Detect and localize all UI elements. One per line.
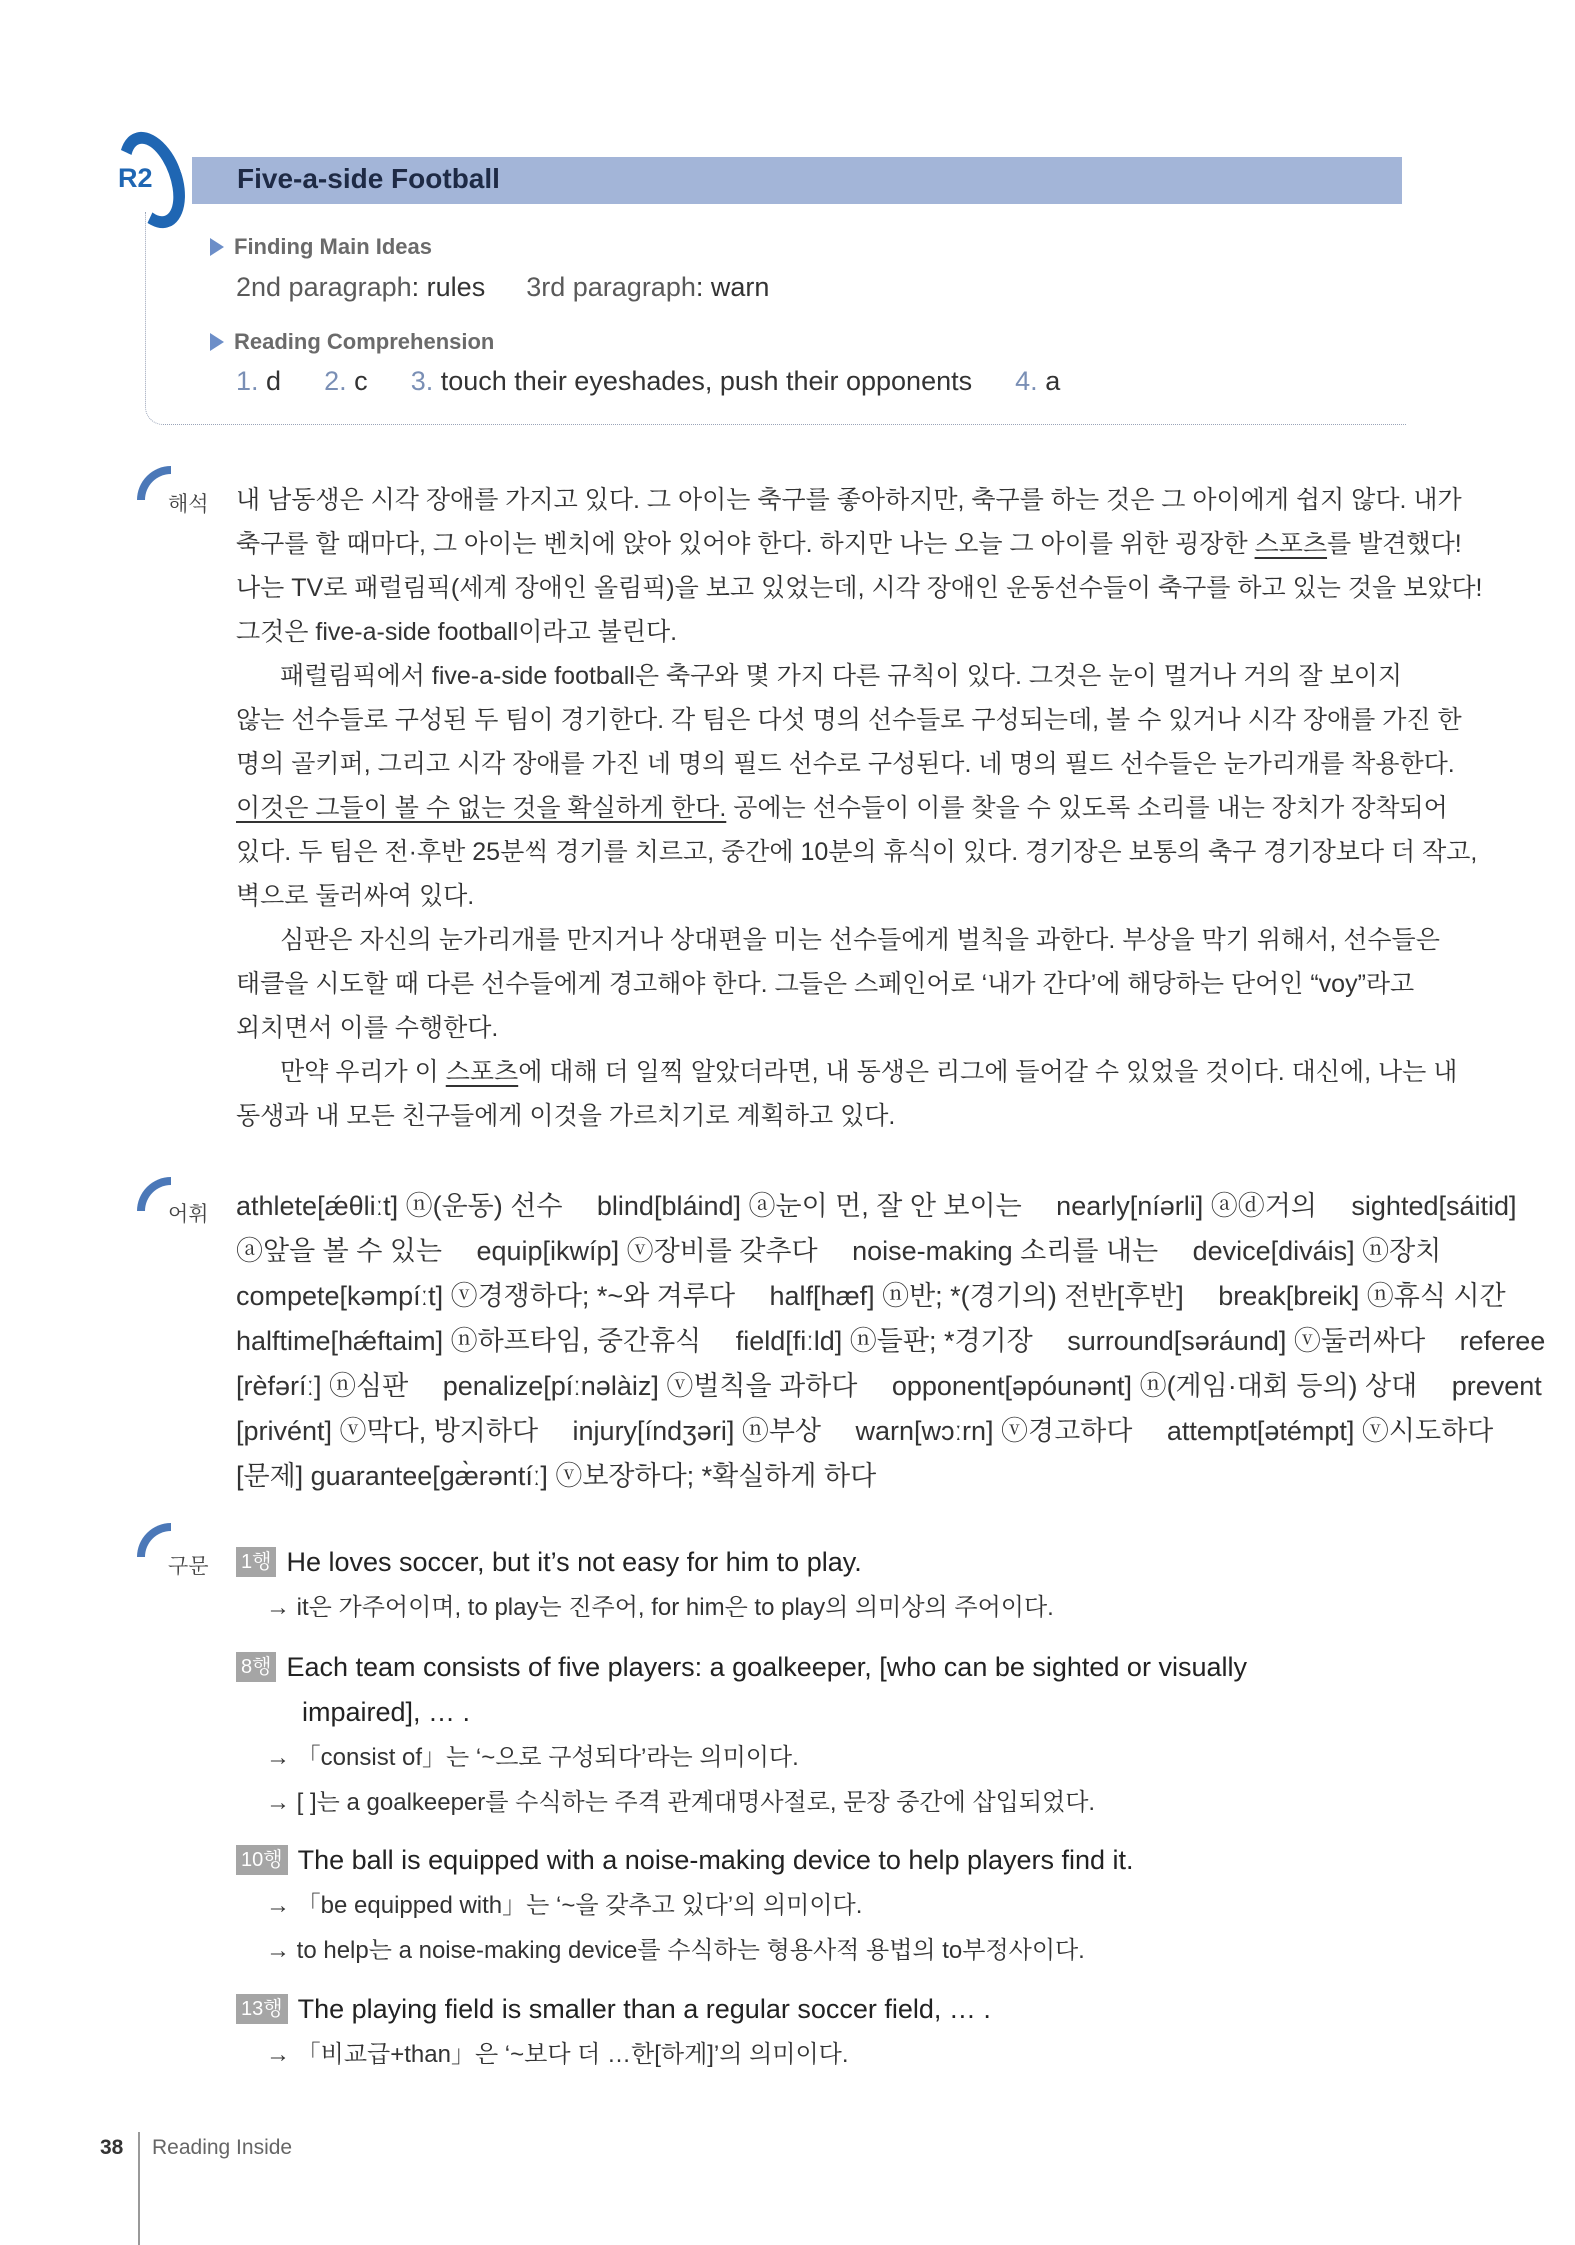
vocab-line: ⓐ앞을 볼 수 있는 equip[ikwíp] ⓥ장비를 갖추다 noise-making 소리를 내는 device[diváis] ⓝ장치 bbox=[236, 1236, 1442, 1266]
page-title: Five-a-side Football bbox=[237, 163, 500, 194]
grammar-item: 10행 The ball is equipped with a noise-making device to help players find it. → 「be equipped with」는 ‘~을 갖추고 있다’의 의미이다. → to help는 a noise-making device를 수식하는 형용사적 용법의 to부정사이다. bbox=[236, 1838, 1134, 1973]
line-tag: 13행 bbox=[236, 1994, 288, 2024]
page-number: 38 bbox=[100, 2136, 124, 2159]
section-marker-icon bbox=[137, 466, 171, 500]
section-marker-icon bbox=[137, 1177, 171, 1211]
grammar-label: 구문 bbox=[168, 1555, 209, 1578]
lesson-number: R2 bbox=[118, 163, 153, 193]
translation-label: 해석 bbox=[168, 493, 209, 516]
comprehension-answers: 1. d 2. c 3. touch their eyeshades, push their opponents 4. a bbox=[236, 366, 1061, 396]
book-title: Reading Inside bbox=[152, 2136, 293, 2159]
comprehension-heading: Reading Comprehension bbox=[210, 329, 494, 355]
vocab-line: compete[kəmpíːt] ⓥ경쟁하다; *~와 겨루다 half[hæf] ⓝ반; *(경기의) 전반[후반] break[breik] ⓝ휴식 시간 bbox=[236, 1281, 1506, 1311]
line-tag: 10행 bbox=[236, 1845, 288, 1875]
grammar-item: 1행 He loves soccer, but it’s not easy for him to play. → it은 가주어이며, to play는 진주어, for him은 to play의 의미상의 주어이다. bbox=[236, 1540, 1054, 1630]
translation-text: 내 남동생은 시각 장애를 가지고 있다. 그 아이는 축구를 좋아하지만, 축구를 하는 것은 그 아이에게 쉽지 않다. 내가 축구를 할 때마다, 그 아이는 벤치에 앉아 있어야 한다. 하지만 나는 오늘 그 아이를 위한 굉장한 스포츠를 발견했다! 나는 TV로 패럴림픽(세계 장애인 올림픽)을 보고 있었는데, 시각 장애인 운동선수들이 축구를 하고 있는 것을 보았다! 그것은 five-a-side football이라고 불린다. 패럴림픽에서 five-a-side football은 축구와 몇 가지 다른 규칙이 있다. 그것은 눈이 멀거나 거의 잘 보이지 않는 선수들로 구성된 두 팀이 경기한다. 각 팀은 다섯 명의 선수들로 구성되는데, 볼 수 있거나 시각 장애를 가진 한 명의 골키퍼, 그리고 시각 장애를 가진 네 명의 필드 선수로 구성된다. 네 명의 필드 선수들은 눈가리개를 착용한다. 이것은 그들이 볼 수 없는 것을 확실하게 한다. 공에는 선수들이 이를 찾을 수 있도록 소리를 내는 장치가 장착되어 있다. 두 팀은 전·후반 25분씩 경기를 치르고, 중간에 10분의 휴식이 있다. 경기장은 보통의 축구 경기장보다 더 작고, 벽으로 둘러싸여 있다. 심판은 자신의 눈가리개를 만지거나 상대편을 미는 선수들에게 벌칙을 과한다. 부상을 막기 위해서, 선수들은 태클을 시도할 때 다른 선수들에게 경고해야 한다. 그들은 스페인어로 ‘내가 간다’에 해당하는 단어인 “voy”라고 외치면서 이를 수행한다. 만약 우리가 이 스포츠에 대해 더 일찍 알았더라면, 내 동생은 리그에 들어갈 수 있었을 것이다. 대신에, 나는 내 동생과 내 모든 친구들에게 이것을 가르치기로 계획하고 있다. bbox=[236, 486, 1483, 1130]
line-tag: 8행 bbox=[236, 1652, 276, 1682]
grammar-item: 13행 The playing field is smaller than a regular soccer field, … . → 「비교급+than」은 ‘~보다 더 …한[하게]’의 의미이다. bbox=[236, 1987, 991, 2077]
vocab-list bbox=[236, 1184, 1546, 1499]
grammar-item: 8행 Each team consists of five players: a goalkeeper, [who can be sighted or visually impaired], … . → 「consist of」는 ‘~으로 구성되다’라는 의미이다. → [ ]는 a goalkeeper를 수식하는 주격 관계대명사절로, 문장 중간에 삽입되었다. bbox=[236, 1645, 1247, 1825]
main-ideas-heading: Finding Main Ideas bbox=[210, 234, 432, 260]
line-tag: 1행 bbox=[236, 1547, 276, 1577]
vocab-line: [문제] guarantee[gæ̀rəntíː] ⓥ보장하다; *확실하게 하다 bbox=[236, 1461, 877, 1491]
triangle-bullet-icon bbox=[210, 333, 224, 351]
vocab-line: athlete[ǽθliːt] ⓝ(운동) 선수 blind[bláind] ⓐ눈이 먼, 잘 안 보이는 nearly[níərli] ⓐⓓ거의 sighted[sáitid] bbox=[236, 1191, 1517, 1221]
section-marker-icon bbox=[137, 1523, 171, 1557]
vocab-label: 어휘 bbox=[168, 1203, 209, 1226]
footer-divider bbox=[138, 2132, 140, 2245]
vocab-line: halftime[hǽftaim] ⓝ하프타임, 중간휴식 field[fiːld] ⓝ들판; *경기장 surround[səráund] ⓥ둘러싸다 referee bbox=[236, 1326, 1546, 1356]
vocab-line: [privént] ⓥ막다, 방지하다 injury[índʒəri] ⓝ부상 warn[wɔːrn] ⓥ경고하다 attempt[ətémpt] ⓥ시도하다 bbox=[236, 1416, 1494, 1446]
vocab-line: [rèfəríː] ⓝ심판 penalize[píːnəlàiz] ⓥ벌칙을 과하다 opponent[əpóunənt] ⓝ(게임·대회 등의) 상대 prevent bbox=[236, 1371, 1542, 1401]
main-ideas-answers: 2nd paragraph: rules 3rd paragraph: warn bbox=[236, 272, 770, 302]
triangle-bullet-icon bbox=[210, 238, 224, 256]
